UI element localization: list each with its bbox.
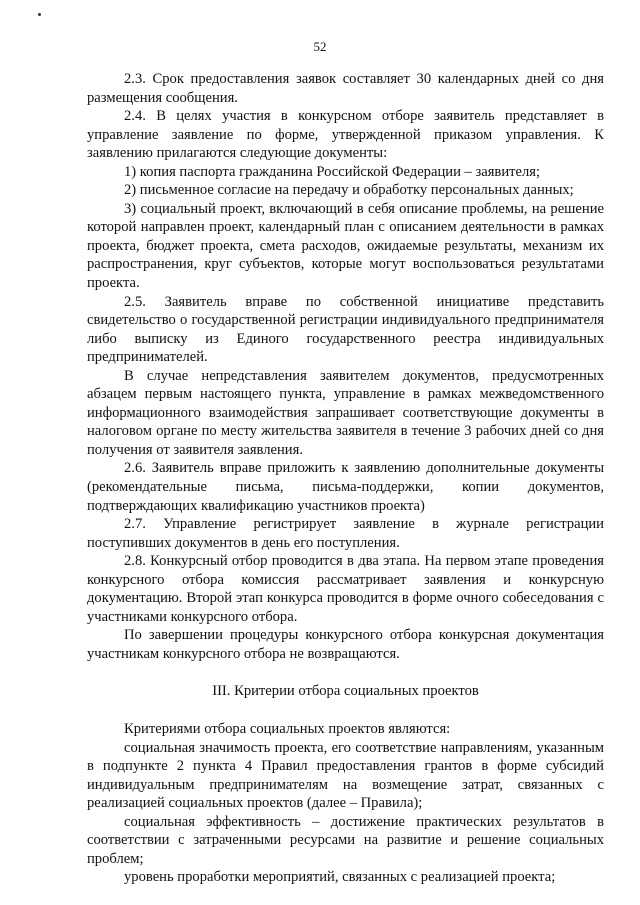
criterion-elaboration-level: уровень проработки мероприятий, связанных с реализацией проекта; [124, 869, 556, 886]
section-heading: III. Критерии отбора социальных проектов [212, 682, 479, 699]
paragraph-criteria-intro: Критериями отбора социальных проектов являются: [124, 721, 451, 738]
paragraph-2-5: 2.5. Заявитель вправе по собственной инициативе представить свидетельство о государственной регистрации индивидуального предпринимателя либо выписку из Единого государственного реестра индивидуальных предпринимателей. [87, 293, 604, 366]
list-item-consent: 2) письменное согласие на передачу и обработку персональных данных; [124, 182, 574, 199]
paragraph-2-3: 2.3. Срок предоставления заявок составляет 30 календарных дней со дня размещения сообщения. [87, 71, 604, 106]
paragraph-2-6: 2.6. Заявитель вправе приложить к заявлению дополнительные документы (рекомендательные письма, письма-поддержки, копии документов, подтверждающих квалификацию участников проекта) [87, 460, 604, 514]
scan-dot-mark [38, 13, 41, 16]
paragraph-2-7: 2.7. Управление регистрирует заявление в журнале регистрации поступивших документов в день его поступления. [87, 516, 604, 551]
list-item-social-project: 3) социальный проект, включающий в себя описание проблемы, на решение которой направлен проект, календарный план с описанием деятельности в рамках проекта, бюджет проекта, смета расходов, ожидаемые результаты, механизм их распространения, круг субъектов, которые могут воспользоваться результатами проекта. [87, 200, 604, 292]
paragraph-completion: По завершении процедуры конкурсного отбора конкурсная документация участникам конкурсного отбора не возвращаются. [87, 627, 604, 662]
page-number: 52 [313, 39, 327, 54]
paragraph-2-8: 2.8. Конкурсный отбор проводится в два этапа. На первом этапе проведения конкурсного отбора комиссия рассматривает заявления и конкурсную документацию. Второй этап конкурса проводится в форме очного собеседования с участниками конкурсного отбора. [87, 553, 604, 625]
list-item-passport: 1) копия паспорта гражданина Российской Федерации – заявителя; [124, 163, 541, 180]
paragraph-2-4: 2.4. В целях участия в конкурсном отборе заявитель представляет в управление заявление по форме, утвержденной приказом управления. К заявлению прилагаются следующие документы: [87, 108, 604, 162]
criterion-social-significance: социальная значимость проекта, его соответствие направлениям, указанным в подпункте 2 пункта 4 Правил предоставления грантов в форме субсидий индивидуальным предпринимателям на возмещение затрат, связанных с реализацией социальных проектов (далее – Правила); [87, 739, 604, 812]
criterion-social-efficiency: социальная эффективность – достижение практических результатов в соответствии с затраченными ресурсами на развитие и решение социальных проблем; [87, 813, 604, 867]
document-body [87, 70, 604, 887]
paragraph-nonsubmission: В случае непредставления заявителем документов, предусмотренных абзацем первым настоящего пункта, управление в рамках межведомственного информационного взаимодействия запрашивает соответствующие документы в налоговом органе по месту жительства заявителя в течение 3 рабочих дней со дня получения от заявителя заявления. [87, 367, 604, 458]
